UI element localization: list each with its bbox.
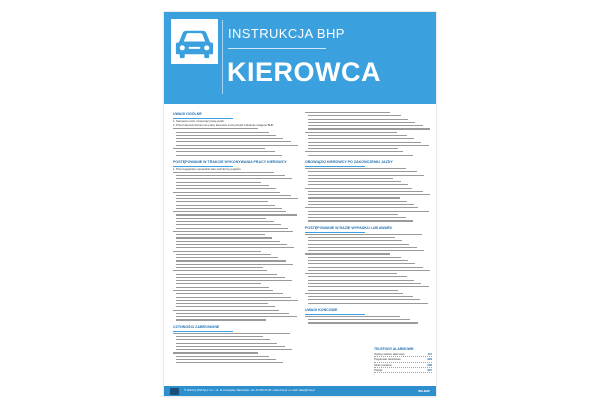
emergency-phones-list bbox=[374, 352, 432, 373]
text-line bbox=[176, 319, 266, 320]
phone-number: 997 bbox=[427, 367, 432, 372]
text-line bbox=[308, 283, 421, 284]
text-line bbox=[308, 145, 429, 146]
text-line bbox=[176, 221, 274, 222]
phone-number: 998 bbox=[427, 362, 432, 367]
text-line bbox=[305, 168, 406, 169]
body-text-lines bbox=[305, 112, 427, 156]
publisher-logo bbox=[170, 388, 179, 395]
footer-text: © 2024 by ZNA Sp.z o.o. • ul. 11 Listopada, Warszawa • tel. 22 000 00 00 • www.zna.pl • e-mail: sklep@zna.pl bbox=[184, 388, 315, 392]
section-heading: UWAGI OGÓLNE bbox=[173, 112, 202, 116]
section-rule bbox=[173, 331, 233, 332]
instruction-item: 2. Przed dopuszczeniem do pracy kierowca musi przejść szkolenie wstępne BHP. bbox=[173, 123, 274, 128]
text-line bbox=[176, 237, 272, 238]
phone-label: Policja bbox=[374, 367, 383, 372]
text-line bbox=[176, 214, 297, 215]
text-line bbox=[308, 115, 401, 116]
text-line bbox=[176, 145, 298, 146]
text-line bbox=[176, 151, 275, 152]
text-line bbox=[308, 122, 415, 123]
text-line bbox=[308, 270, 430, 271]
text-line bbox=[308, 135, 407, 136]
text-line bbox=[308, 296, 413, 297]
text-line bbox=[308, 290, 398, 291]
text-line bbox=[176, 178, 292, 179]
text-line bbox=[176, 224, 281, 225]
text-line bbox=[308, 148, 398, 149]
text-line bbox=[176, 208, 282, 209]
text-line bbox=[176, 267, 263, 268]
text-line bbox=[173, 251, 261, 252]
text-line bbox=[308, 181, 401, 182]
text-line bbox=[173, 192, 280, 193]
text-line bbox=[176, 293, 283, 294]
section bbox=[305, 308, 427, 324]
text-line bbox=[176, 280, 292, 281]
text-line bbox=[176, 218, 266, 219]
text-line bbox=[176, 264, 293, 265]
text-line bbox=[305, 253, 390, 254]
text-line bbox=[176, 188, 276, 189]
section-rule bbox=[305, 314, 365, 315]
text-line bbox=[173, 270, 267, 271]
text-line bbox=[176, 234, 265, 235]
text-line bbox=[308, 280, 414, 281]
text-line bbox=[173, 352, 258, 353]
text-line bbox=[308, 191, 423, 192]
section bbox=[173, 112, 295, 156]
text-line bbox=[308, 267, 423, 268]
text-line bbox=[176, 362, 283, 363]
text-line bbox=[173, 128, 258, 129]
document-title: KIEROWCA bbox=[227, 57, 381, 87]
text-line bbox=[176, 287, 269, 288]
document-code: INS-BHP bbox=[418, 388, 430, 393]
text-line bbox=[176, 132, 269, 133]
text-line bbox=[308, 125, 423, 126]
text-line bbox=[176, 257, 278, 258]
text-line bbox=[308, 175, 424, 176]
text-line bbox=[308, 220, 413, 221]
text-line bbox=[176, 313, 289, 314]
header-divider bbox=[222, 20, 223, 94]
text-line bbox=[173, 310, 279, 311]
phone-row bbox=[374, 368, 432, 373]
instruction-item: 1. Kierowca może rozpocząć pracę jeżeli: bbox=[173, 119, 225, 124]
text-line bbox=[308, 237, 395, 238]
text-line bbox=[176, 339, 270, 340]
text-line bbox=[308, 197, 400, 198]
text-line bbox=[308, 119, 408, 120]
text-line bbox=[173, 290, 273, 291]
text-line bbox=[308, 142, 421, 143]
text-line bbox=[176, 241, 280, 242]
body-text-lines bbox=[173, 128, 295, 155]
text-line bbox=[176, 135, 276, 136]
text-line bbox=[308, 319, 410, 320]
body-text-lines bbox=[305, 234, 427, 304]
text-line bbox=[308, 155, 413, 156]
text-line bbox=[308, 240, 402, 241]
left-column bbox=[173, 112, 295, 367]
instruction-item: 1. Przed wyjazdem sprawdzić stan techniczny pojazdu. bbox=[173, 166, 242, 171]
text-line bbox=[308, 178, 393, 179]
body-text-lines bbox=[173, 333, 295, 364]
section bbox=[173, 325, 295, 364]
section-heading: POSTĘPOWANIE W TRAKCIE WYKONYWANIA PRACY KIEROWCY bbox=[173, 159, 287, 164]
instruction-sheet bbox=[164, 12, 436, 396]
body-text-lines bbox=[305, 168, 427, 222]
text-line bbox=[176, 198, 298, 199]
text-line bbox=[176, 138, 283, 139]
text-line bbox=[176, 201, 268, 202]
text-line bbox=[176, 336, 263, 337]
phone-label: Ogólny telefon alarmowy bbox=[374, 352, 405, 357]
text-line bbox=[176, 356, 269, 357]
car-icon bbox=[171, 19, 218, 64]
text-line bbox=[308, 214, 398, 215]
text-line bbox=[176, 185, 269, 186]
text-line bbox=[176, 175, 285, 176]
text-line bbox=[308, 244, 409, 245]
phone-label: Straż pożarna bbox=[374, 362, 392, 367]
right-column bbox=[305, 112, 427, 328]
section-heading: CZYNNOŚCI ZABRONIONE bbox=[173, 324, 220, 329]
text-line bbox=[305, 273, 397, 274]
text-line bbox=[176, 260, 286, 261]
text-line bbox=[176, 228, 288, 229]
section-heading: OBOWIĄZKI KIEROWCY PO ZAKOŃCZENIU JAZDY bbox=[305, 159, 393, 164]
text-line bbox=[305, 151, 403, 152]
text-line bbox=[176, 274, 277, 275]
body-text-lines bbox=[173, 172, 295, 321]
text-line bbox=[308, 322, 418, 323]
section-heading: UWAGI KOŃCOWE bbox=[305, 307, 338, 312]
footer-bar bbox=[164, 386, 436, 396]
text-line bbox=[176, 195, 291, 196]
text-line bbox=[173, 148, 265, 149]
text-line bbox=[305, 188, 412, 189]
text-line bbox=[176, 155, 282, 156]
text-line bbox=[305, 132, 397, 133]
text-line bbox=[176, 316, 297, 317]
text-line bbox=[305, 316, 400, 317]
text-line bbox=[305, 207, 418, 208]
text-line bbox=[176, 254, 271, 255]
section-heading: POSTĘPOWANIE W RAZIE WYPADKU LUB AWARII bbox=[305, 225, 392, 230]
text-line bbox=[308, 250, 424, 251]
text-line bbox=[176, 359, 276, 360]
body-text-lines bbox=[305, 316, 427, 324]
text-line bbox=[176, 343, 277, 344]
header-rule bbox=[228, 48, 326, 49]
text-line bbox=[308, 247, 417, 248]
section bbox=[305, 160, 427, 222]
document-subtitle: INSTRUKCJA BHP bbox=[228, 26, 345, 41]
text-line bbox=[176, 303, 268, 304]
text-line bbox=[308, 201, 407, 202]
text-line bbox=[176, 349, 292, 350]
text-line bbox=[176, 283, 261, 284]
text-line bbox=[173, 231, 293, 232]
phone-label: Pogotowie ratunkowe bbox=[374, 357, 401, 362]
text-line bbox=[173, 211, 286, 212]
text-line bbox=[176, 297, 291, 298]
text-line bbox=[308, 286, 429, 287]
text-line bbox=[173, 333, 290, 334]
text-line bbox=[176, 141, 291, 142]
text-line bbox=[308, 128, 430, 129]
text-line bbox=[176, 346, 285, 347]
text-line bbox=[308, 211, 429, 212]
emergency-phones-box bbox=[374, 347, 432, 373]
text-line bbox=[308, 276, 407, 277]
text-line bbox=[305, 234, 422, 235]
text-line bbox=[305, 293, 403, 294]
text-line bbox=[305, 112, 390, 113]
text-line bbox=[308, 184, 408, 185]
text-line bbox=[308, 257, 401, 258]
header-banner bbox=[164, 12, 436, 104]
text-line bbox=[176, 247, 294, 248]
emergency-phones-title: TELEFONY ALARMOWE: bbox=[374, 347, 415, 351]
text-line bbox=[173, 172, 274, 173]
text-line bbox=[308, 204, 414, 205]
text-line bbox=[308, 171, 417, 172]
text-line bbox=[176, 205, 275, 206]
section-rule bbox=[305, 166, 365, 167]
text-line bbox=[308, 299, 420, 300]
section bbox=[305, 112, 427, 156]
section-rule bbox=[305, 232, 365, 233]
text-line bbox=[308, 260, 408, 261]
text-line bbox=[308, 263, 415, 264]
text-line bbox=[176, 277, 285, 278]
section bbox=[305, 226, 427, 304]
text-line bbox=[308, 217, 406, 218]
text-line bbox=[308, 303, 428, 304]
text-line bbox=[308, 194, 430, 195]
text-line bbox=[176, 300, 298, 301]
phone-number: 112 bbox=[427, 352, 432, 357]
text-line bbox=[308, 138, 414, 139]
text-line bbox=[176, 182, 261, 183]
text-line bbox=[176, 306, 275, 307]
phone-number: 999 bbox=[427, 357, 432, 362]
text-line bbox=[176, 244, 287, 245]
section bbox=[173, 160, 295, 321]
